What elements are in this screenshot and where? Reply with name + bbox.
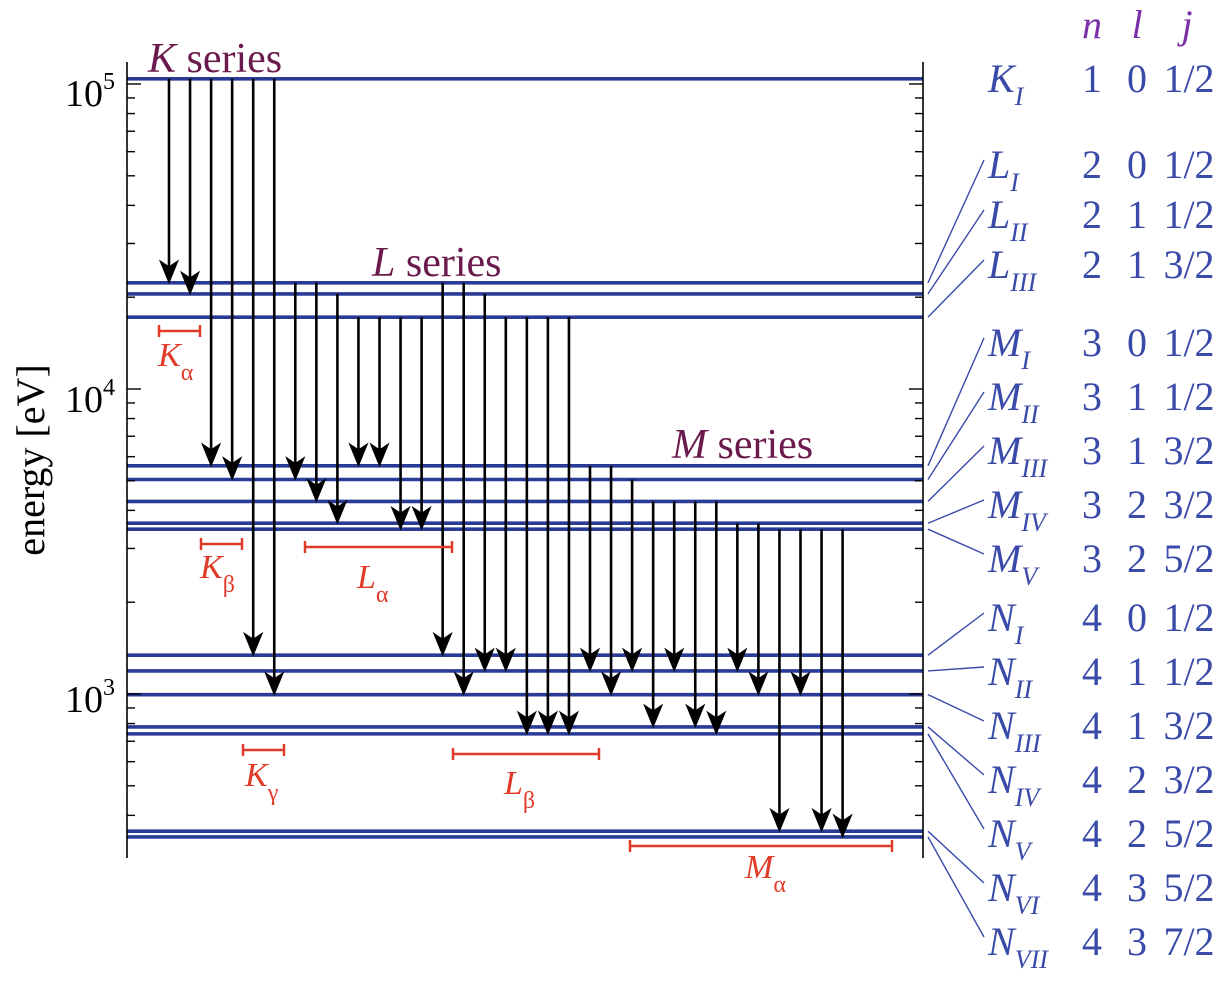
shell-connector xyxy=(928,727,984,775)
svg-text:LI: $L_I$ xyxy=(988,142,1019,197)
header-l: l xyxy=(1131,2,1143,47)
svg-text:MIV: $M_{IV}$ xyxy=(988,482,1046,537)
svg-text:1/2: 1/2 xyxy=(1163,56,1215,101)
group-m-alpha-label: $M_\alpha$ xyxy=(745,849,786,898)
group-k-gamma-label: $K_\gamma$ xyxy=(245,757,279,806)
transition-arrow xyxy=(497,317,515,671)
transition-arrow xyxy=(181,79,199,294)
svg-text:1: 1 xyxy=(1082,56,1102,101)
transition-arrow xyxy=(581,466,599,671)
svg-text:KI: $K_I$ xyxy=(988,56,1024,111)
transition-arrow xyxy=(813,529,831,831)
shell-label-n-ii xyxy=(987,649,1215,704)
shell-label-l-ii xyxy=(987,192,1215,247)
svg-text:3/2: 3/2 xyxy=(1163,757,1215,802)
svg-text:4: 4 xyxy=(1082,865,1102,910)
shell-connector xyxy=(928,392,984,479)
line-groups xyxy=(157,325,892,898)
shell-connector xyxy=(928,500,984,523)
svg-text:4: 4 xyxy=(1082,757,1102,802)
y-tick-label-1e5: $10^5$ xyxy=(65,69,115,115)
svg-text:4: 4 xyxy=(1082,703,1102,748)
shell-label-n-v xyxy=(987,811,1215,866)
transition-arrow xyxy=(476,294,494,671)
shell-label-k-i xyxy=(987,56,1215,111)
svg-text:3/2: 3/2 xyxy=(1163,242,1215,287)
transition-arrow xyxy=(770,529,788,831)
shell-label-m-i xyxy=(987,320,1215,375)
transition-arrow xyxy=(328,294,346,523)
group-l-beta xyxy=(453,748,599,814)
svg-text:2: 2 xyxy=(1082,242,1102,287)
shell-connector xyxy=(928,613,984,655)
shell-connector xyxy=(928,837,984,937)
svg-text:3: 3 xyxy=(1082,428,1102,473)
svg-text:NVII: $N_{VII}$ xyxy=(988,919,1048,974)
svg-text:MV: $M_V$ xyxy=(988,536,1038,591)
svg-text:1/2: 1/2 xyxy=(1163,649,1215,694)
group-k-alpha-label: $K_\alpha$ xyxy=(158,337,194,386)
svg-text:NV: $N_V$ xyxy=(988,811,1031,866)
svg-text:3: 3 xyxy=(1082,536,1102,581)
svg-text:3: 3 xyxy=(1127,919,1147,964)
svg-text:3: 3 xyxy=(1082,320,1102,365)
shell-connector xyxy=(928,446,984,501)
svg-text:2: 2 xyxy=(1127,482,1147,527)
l-series-title: L series xyxy=(372,240,502,286)
transition-arrow xyxy=(265,79,283,695)
y-tick-label-1e4: $10^4$ xyxy=(65,375,115,421)
svg-text:NIII: $N_{III}$ xyxy=(988,703,1041,758)
transition-arrow xyxy=(707,501,725,733)
svg-text:1: 1 xyxy=(1127,428,1147,473)
group-l-alpha xyxy=(305,541,452,608)
shell-connector xyxy=(928,695,984,721)
shell-labels xyxy=(987,56,1215,974)
svg-text:NVI: $N_{VI}$ xyxy=(988,865,1040,920)
svg-text:4: 4 xyxy=(1082,919,1102,964)
svg-text:4: 4 xyxy=(1082,649,1102,694)
svg-text:7/2: 7/2 xyxy=(1163,919,1215,964)
svg-text:3/2: 3/2 xyxy=(1163,482,1215,527)
svg-text:LIII: $L_{III}$ xyxy=(988,242,1037,297)
svg-text:2: 2 xyxy=(1127,536,1147,581)
svg-text:2: 2 xyxy=(1127,757,1147,802)
transition-arrow xyxy=(455,283,473,695)
svg-text:MII: $M_{II}$ xyxy=(988,374,1039,429)
svg-text:3: 3 xyxy=(1127,865,1147,910)
transition-arrow xyxy=(434,283,452,655)
shell-label-m-iv xyxy=(987,482,1215,537)
svg-text:4: 4 xyxy=(1082,811,1102,856)
m-series-title: M series xyxy=(672,422,814,468)
transition-arrow xyxy=(244,79,262,655)
svg-text:NI: $N_I$ xyxy=(988,595,1024,650)
svg-text:1: 1 xyxy=(1127,703,1147,748)
svg-text:5/2: 5/2 xyxy=(1163,811,1215,856)
shell-label-l-iii xyxy=(987,242,1215,297)
svg-text:MIII: $M_{III}$ xyxy=(988,428,1048,483)
svg-text:1/2: 1/2 xyxy=(1163,142,1215,187)
y-tick-label-1e3: $10^3$ xyxy=(65,675,115,721)
shell-label-n-i xyxy=(987,595,1215,650)
svg-text:0: 0 xyxy=(1127,595,1147,640)
svg-text:1/2: 1/2 xyxy=(1163,320,1215,365)
group-l-alpha-label: $L_\alpha$ xyxy=(357,559,389,608)
svg-text:0: 0 xyxy=(1127,142,1147,187)
svg-text:0: 0 xyxy=(1127,56,1147,101)
svg-text:3/2: 3/2 xyxy=(1163,703,1215,748)
svg-text:5/2: 5/2 xyxy=(1163,536,1215,581)
shell-connector xyxy=(928,667,984,671)
svg-text:5/2: 5/2 xyxy=(1163,865,1215,910)
svg-text:0: 0 xyxy=(1127,320,1147,365)
shell-label-m-ii xyxy=(987,374,1215,429)
y-axis-label: energy [eV] xyxy=(8,364,53,556)
transition-arrow xyxy=(392,317,410,529)
svg-text:1/2: 1/2 xyxy=(1163,595,1215,640)
svg-text:NIV: $N_{IV}$ xyxy=(988,757,1040,812)
shell-label-n-iii xyxy=(987,703,1215,758)
shell-connector xyxy=(928,831,984,883)
shell-label-m-iii xyxy=(987,428,1215,483)
svg-text:NII: $N_{II}$ xyxy=(988,649,1033,704)
transition-arrow xyxy=(728,523,746,671)
transition-arrow xyxy=(749,523,767,694)
svg-text:3: 3 xyxy=(1082,482,1102,527)
shell-connector xyxy=(928,734,984,829)
svg-text:1: 1 xyxy=(1127,192,1147,237)
svg-text:1/2: 1/2 xyxy=(1163,192,1215,237)
transition-arrow xyxy=(223,79,241,480)
shell-label-n-vi xyxy=(987,865,1215,920)
transition-arrow xyxy=(202,79,220,466)
transition-arrow xyxy=(286,283,304,480)
shell-label-n-iv xyxy=(987,757,1215,812)
shell-connectors xyxy=(928,160,984,937)
shell-label-l-i xyxy=(987,142,1215,197)
group-k-beta-label: $K_\beta$ xyxy=(200,549,235,598)
shell-connector xyxy=(928,338,984,466)
svg-text:MI: $M_I$ xyxy=(988,320,1030,375)
transition-arrow xyxy=(665,501,683,671)
svg-text:1: 1 xyxy=(1127,374,1147,419)
shell-label-n-vii xyxy=(987,919,1215,974)
svg-text:2: 2 xyxy=(1127,811,1147,856)
transition-arrow xyxy=(413,317,431,529)
transition-arrow xyxy=(349,317,367,466)
transition-arrow xyxy=(160,79,178,283)
transition-arrow xyxy=(834,529,852,837)
group-k-beta xyxy=(199,538,242,598)
group-k-gamma xyxy=(243,744,284,806)
svg-text:2: 2 xyxy=(1082,142,1102,187)
shell-connector xyxy=(928,260,984,317)
shell-label-m-v xyxy=(987,536,1215,591)
svg-text:2: 2 xyxy=(1082,192,1102,237)
svg-text:3: 3 xyxy=(1082,374,1102,419)
transition-arrow xyxy=(371,317,389,466)
svg-text:1: 1 xyxy=(1127,242,1147,287)
group-l-beta-label: $L_\beta$ xyxy=(504,765,536,814)
svg-text:3/2: 3/2 xyxy=(1163,428,1215,473)
svg-text:LII: $L_{II}$ xyxy=(988,192,1028,247)
header-n: n xyxy=(1082,2,1102,47)
transition-arrow xyxy=(623,479,641,670)
shell-connector xyxy=(928,529,984,554)
group-m-alpha xyxy=(630,840,892,898)
group-k-alpha xyxy=(157,325,200,386)
k-series-title: K series xyxy=(148,36,283,82)
header-j: j xyxy=(1181,2,1193,47)
svg-text:1: 1 xyxy=(1127,649,1147,694)
svg-text:1/2: 1/2 xyxy=(1163,374,1215,419)
svg-text:4: 4 xyxy=(1082,595,1102,640)
